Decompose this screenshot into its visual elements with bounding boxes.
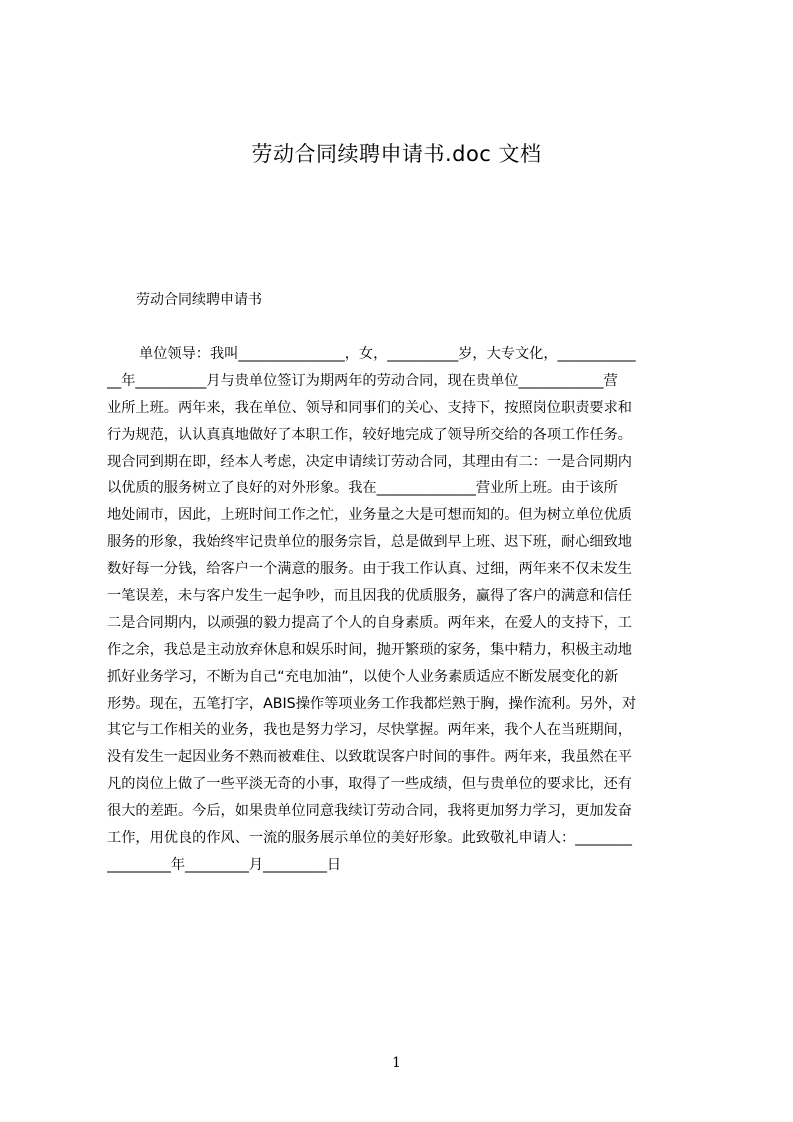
body-line: __年__________月与贵单位签订为期两年的劳动合同，现在贵单位____________营 xyxy=(107,372,618,389)
body-line: 数好每一分钱，给客户一个满意的服务。由于我工作认真、过细，两年来不仅未发生 xyxy=(107,561,632,578)
body-line: 地处闹市，因此，上班时间工作之忙，业务量之大是可想而知的。但为树立单位优质 xyxy=(107,507,632,524)
document-title: 劳动合同续聘申请书.doc 文档 xyxy=(251,142,542,166)
body-line: 没有发生一起因业务不熟而被难住、以致耽误客户时间的事件。两年来，我虽然在平 xyxy=(107,749,632,766)
body-line: 很大的差距。今后，如果贵单位同意我续订劳动合同，我将更加努力学习，更加发奋 xyxy=(107,803,632,820)
body-line: 以优质的服务树立了良好的对外形象。我在______________营业所上班。由于该所 xyxy=(107,480,618,497)
body-line: 现合同到期在即，经本人考虑，决定申请续订劳动合同，其理由有二：一是合同期内 xyxy=(107,453,632,470)
body-line: 服务的形象，我始终牢记贵单位的服务宗旨，总是做到早上班、迟下班，耐心细致地 xyxy=(107,534,632,551)
body-line: 二是合同期内，以顽强的毅力提高了个人的自身素质。两年来，在爱人的支持下，工 xyxy=(107,614,632,631)
body-line: 作之余，我总是主动放弃休息和娱乐时间，抛开繁琐的家务，集中精力，积极主动地 xyxy=(107,641,632,658)
body-line: 单位领导：我叫_______________，女，__________岁，大专文化，___________ xyxy=(139,346,636,362)
body-line: 一笔误差，未与客户发生一起争吵，而且因我的优质服务，赢得了客户的满意和信任 xyxy=(107,588,632,605)
body-line: 行为规范，认认真真地做好了本职工作，较好地完成了领导所交给的各项工作任务。 xyxy=(107,426,632,443)
body-line: 业所上班。两年来，我在单位、领导和同事们的关心、支持下，按照岗位职责要求和 xyxy=(107,399,632,416)
body-line: 抓好业务学习，不断为自己“充电加油”，以使个人业务素质适应不断发展变化的新 xyxy=(107,668,619,685)
body-line: 凡的岗位上做了一些平淡无奇的小事，取得了一些成绩，但与贵单位的要求比，还有 xyxy=(107,776,632,793)
letter-heading: 劳动合同续聘申请书 xyxy=(136,292,262,308)
body-line: 其它与工作相关的业务，我也是努力学习，尽快掌握。两年来，我个人在当班期间， xyxy=(107,722,632,739)
page-number: 1 xyxy=(392,1055,401,1071)
body-line: 工作，用优良的作风、一流的服务展示单位的美好形象。此致敬礼申请人：________ xyxy=(107,830,632,847)
body-line: 形势。现在，五笔打字，ABIS操作等项业务工作我都烂熟于胸，操作流利。另外，对 xyxy=(107,695,637,712)
body-line: _________年_________月_________日 xyxy=(107,856,342,873)
letter-body xyxy=(107,341,699,881)
